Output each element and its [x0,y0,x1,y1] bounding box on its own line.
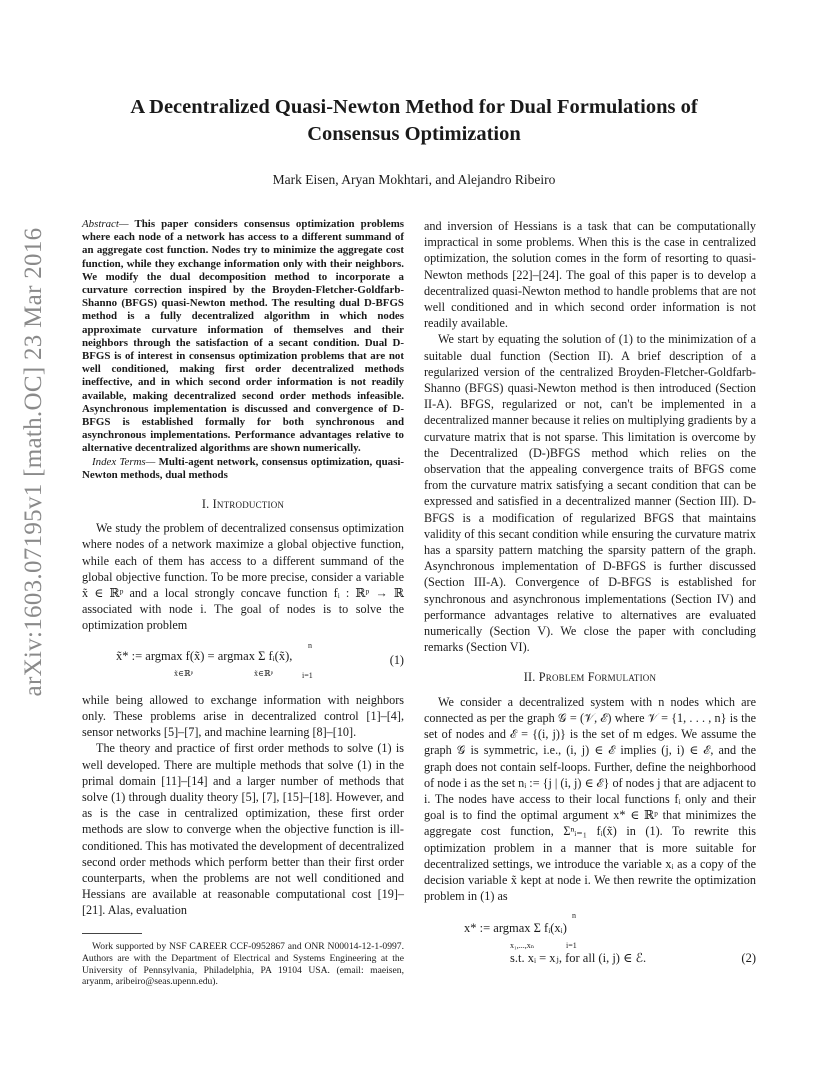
footnote-rule [82,933,142,934]
arxiv-identifier [14,227,54,697]
equation-1-argmax-subscript-2: x̃∈ℝᵖ [254,668,274,678]
abstract [82,218,404,456]
equation-2 [424,910,756,980]
footnote [82,941,404,988]
equation-2-sum-bottom: i=1 [566,941,577,951]
section-heading-problem-formulation: II. Problem Formulation [523,670,657,685]
arxiv-identifier-text: arXiv:1603.07195v1 [math.OC] 23 Mar 2016 [20,227,47,697]
equation-1 [82,640,404,686]
equation-1-sum-bottom: i=1 [302,670,313,680]
equation-1-number: (1) [389,652,404,667]
section-heading-introduction: I. Introduction [201,497,285,512]
intro-paragraph-2: while being allowed to exchange information with neighbors only. These problems arise in decentralized control [1]–[4], sensor networks [5]–[7], and machine learning [8]–[10]. [82,692,404,740]
left-column [82,218,404,919]
equation-1-sum-top: n [308,640,312,650]
equation-1-argmax-subscript: x̃∈ℝᵖ [174,668,194,678]
footnote-text: Work supported by NSF CAREER CCF-0952867 and ONR N00014-12-1-0997. Authors are with the Department of Electrical and Systems Engineering at the University of Pennsylvania, Philadelphia, PA 19104 USA. (email: maeisen, aryanm, aribeiro@seas.upenn.edu). [82,941,404,988]
right-column [424,218,756,980]
equation-2-line-2: s.t. xᵢ = xⱼ, for all (i, j) ∈ ℰ. [510,951,647,966]
problem-paragraph-1: We consider a decentralized system with n nodes which are connected as per the graph 𝒢 = (𝒱, ℰ) where 𝒱 = {1, . . . , n} is the set of nodes and ℰ = {(i, j)} is the set of m edges. We assume the graph 𝒢 is symmetric, i.e., (i, j) ∈ ℰ implies (j, i) ∈ ℰ, and the graph does not contain self-loops. Further, define the neighborhood of node i as the set nᵢ := {j | (i, j) ∈ ℰ} of nodes j that are adjacent to i. The nodes have access to their local functions fᵢ only and their goal is to find the optimal argument x* ∈ ℝᵖ that minimizes the aggregate cost function, Σⁿᵢ₌₁ fᵢ(x̃) in (1). To rewrite this optimization problem in a manner that is more suitable for decentralized settings, we introduce the variable xᵢ as a copy of the decision variable x̃ kept at node i. We then rewrite the optimization problem in (1) as [424,694,756,904]
index-terms-label: Index Terms— [92,455,156,468]
abstract-text: This paper considers consensus optimization problems where each node of a network has access to a different summand of an aggregate cost function. Nodes try to minimize the aggregate cost function, while they exchange information only with their neighbors. We modify the dual decomposition method to incorporate a curvature correction inspired by the Broyden-Fletcher-Goldfarb-Shanno (BFGS) quasi-Newton method. The resulting dual D-BFGS method is a fully decentralized algorithm in which nodes approximate curvature information of themselves and their neighbors through the satisfaction of a secant condition. Dual D-BFGS is of interest in consensus optimization problems that are not well conditioned, making first order decentralized methods ineffective, and in which second order information is not readily available, making decentralized second order methods infeasible. Asynchronous implementation is discussed and convergence of D-BFGS is established formally for both synchronous and asynchronous implementations. Performance advantages relative to alternative decentralized algorithms are shown numerically. [82,218,405,455]
equation-2-argmax-subscript: x₁,...,xₙ [510,941,535,951]
equation-2-sum-top: n [572,911,576,921]
index-terms [82,456,404,482]
abstract-label: Abstract— [82,218,129,230]
intro-paragraph-3: The theory and practice of first order methods to solve (1) is well developed. There are multiple methods that solve (1) in the primal domain [11]–[14] and a larger number of methods that solve (1) through duality theory [5], [7], [15]–[18]. However, and as is the case in centralized optimization, these first order methods are slow to converge when the objective function is ill-conditioned. This has motivated the development of decentralized second order methods which perform better than their first order counterparts, when the problems are not well conditioned and Hessians are available at reasonable computational cost [19]–[21]. Alas, evaluation [82,741,404,918]
index-terms-text: Multi-agent network, consensus optimization, quasi-Newton methods, dual methods [82,455,404,481]
paper-authors: Mark Eisen, Aryan Mokhtari, and Alejandro Ribeiro [272,172,556,187]
paper-title: A Decentralized Quasi-Newton Method for Dual Formulations of Consensus Optimization [130,96,698,145]
intro-paragraph-4: and inversion of Hessians is a task that can be computationally impractical in some problems. When this is the case in centralized optimization, the solution comes in the form of resorting to quasi-Newton methods [22]–[24]. The goal of this paper is to develop a decentralized quasi-Newton method to handle problems that are not well conditioned and in which second order information is not readily available. [424,219,756,331]
equation-2-line-1: x* := argmax Σ fᵢ(xᵢ) [464,921,567,936]
equation-2-number: (2) [741,951,756,966]
intro-paragraph-1: We study the problem of decentralized consensus optimization where nodes of a network maximize a global objective function, while each of them has access to a different summand of the global objective function. To be more precise, consider a variable x̃ ∈ ℝᵖ and a local strongly concave function fᵢ : ℝᵖ → ℝ associated with node i. The goal of nodes is to solve the optimization problem [82,521,404,633]
intro-paragraph-5: We start by equating the solution of (1) to the minimization of a suitable dual function (Section II). A brief description of a regularized version of the centralized Broyden-Fletcher-Goldfarb-Shanno (BFGS) quasi-Newton method is then introduced (Section II-A). BFGS, regularized or not, can't be implemented in a decentralized manner because it relies on multiplying gradients by a curvature matrix that is not sparse. This limitation is overcome by the Decentralized (D-)BFGS method which relies on the observation that the appealing convergence traits of BFGS come from the curvature matrix satisfying a secant condition that can be expressed and satisfied in a decentralized manner (Section III). D-BFGS is a modification of regularized BFGS that maintains validity of this secant condition while ensuring the curvature matrix has a sparsity pattern matching the sparsity pattern of the graph. Asynchronous implementation of D-BFGS is further discussed (Section III-A). Convergence of D-BFGS is established for synchronous and asynchronous implementations (Section IV) and performance advantages relative to alternatives are evaluated numerically (Section V). We close the paper with concluding remarks (Section VI). [424,332,756,655]
equation-1-body: x̃* := argmax f(x̃) = argmax Σ fᵢ(x̃), [116,648,293,663]
